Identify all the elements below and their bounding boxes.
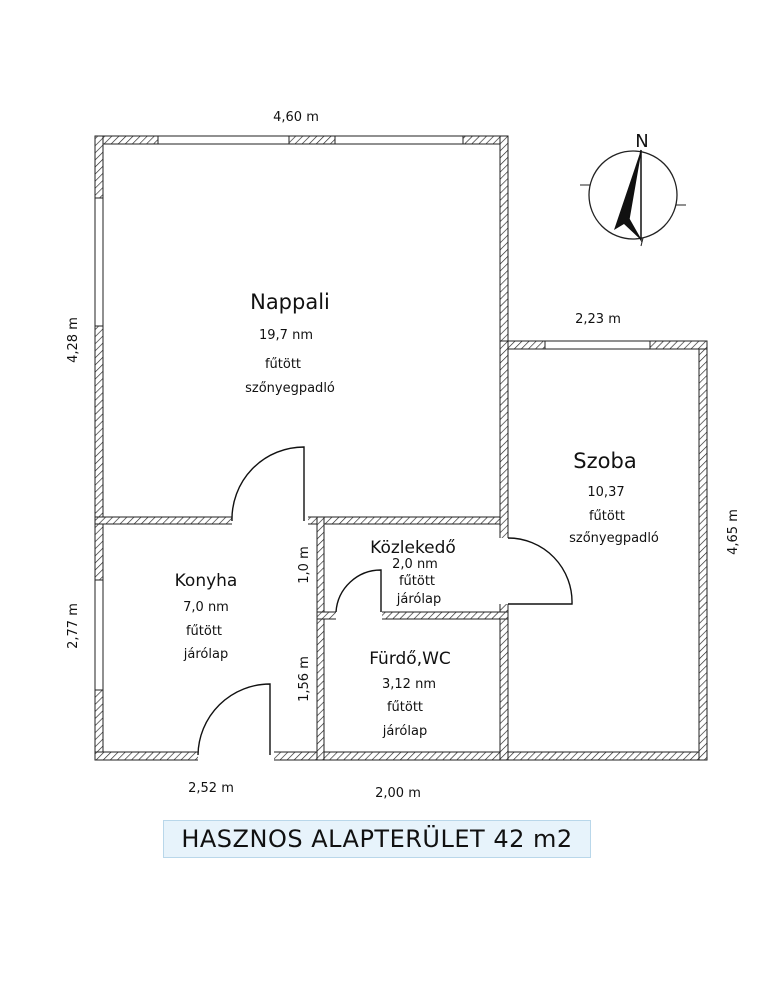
- room-heating-furdo: fűtött: [386, 700, 424, 715]
- dim-top-width: 4,60 m: [273, 110, 319, 125]
- total-area-text: HASZNOS ALAPTERÜLET 42 m2: [181, 825, 573, 853]
- room-name-nappali: Nappali: [250, 290, 330, 314]
- dim-left-lower: 2,77 m: [66, 603, 81, 649]
- room-area-furdo: 3,12 nm: [382, 677, 436, 692]
- room-name-furdo: Fürdő,WC: [369, 649, 451, 669]
- room-konyha: [175, 571, 238, 662]
- room-area-szoba: 10,37: [587, 485, 625, 500]
- door-szoba: [508, 538, 572, 604]
- room-heating-nappali: fűtött: [264, 357, 302, 372]
- compass-north-label: N: [635, 131, 649, 152]
- room-kozlekedo: [370, 538, 456, 607]
- room-name-kozlekedo: Közlekedő: [370, 538, 456, 558]
- dim-kitchen-upper: 1,0 m: [297, 546, 312, 584]
- room-floor-konyha: járólap: [183, 647, 229, 662]
- room-nappali: [245, 290, 335, 396]
- room-floor-szoba: szőnyegpadló: [569, 531, 659, 546]
- door-nappali: [232, 447, 304, 521]
- room-floor-kozlekedo: járólap: [396, 592, 442, 607]
- wall-nappali-right: [500, 136, 508, 349]
- room-heating-szoba: fűtött: [588, 509, 626, 524]
- window-marks: [95, 136, 650, 690]
- wall-right: [699, 341, 707, 760]
- room-name-szoba: Szoba: [573, 449, 637, 473]
- room-area-nappali: 19,7 nm: [259, 328, 313, 343]
- wall-bottom: [95, 752, 707, 760]
- door-swings: [198, 447, 572, 755]
- door-konyha: [198, 684, 270, 755]
- room-area-kozlekedo: 2,0 nm: [392, 557, 438, 572]
- door-openings: [198, 516, 509, 761]
- room-furdo: [369, 649, 451, 739]
- compass-icon: [580, 131, 686, 246]
- door-kozlekedo: [336, 570, 381, 612]
- dim-bottom-mid: 2,00 m: [375, 786, 421, 801]
- dim-bottom-left: 2,52 m: [188, 781, 234, 796]
- dim-left-upper: 4,28 m: [66, 317, 81, 363]
- dim-kitchen-lower: 1,56 m: [297, 656, 312, 702]
- room-heating-konyha: fűtött: [185, 624, 223, 639]
- room-area-konyha: 7,0 nm: [183, 600, 229, 615]
- wall-konyha-right: [317, 517, 324, 760]
- total-area-banner: [163, 820, 591, 858]
- room-floor-furdo: járólap: [382, 724, 428, 739]
- room-heating-kozlekedo: fűtött: [398, 574, 436, 589]
- room-floor-nappali: szőnyegpadló: [245, 381, 335, 396]
- dim-szoba-width: 2,23 m: [575, 312, 621, 327]
- room-name-konyha: Konyha: [174, 571, 238, 591]
- room-szoba: [569, 449, 659, 546]
- dim-right-height: 4,65 m: [726, 509, 741, 555]
